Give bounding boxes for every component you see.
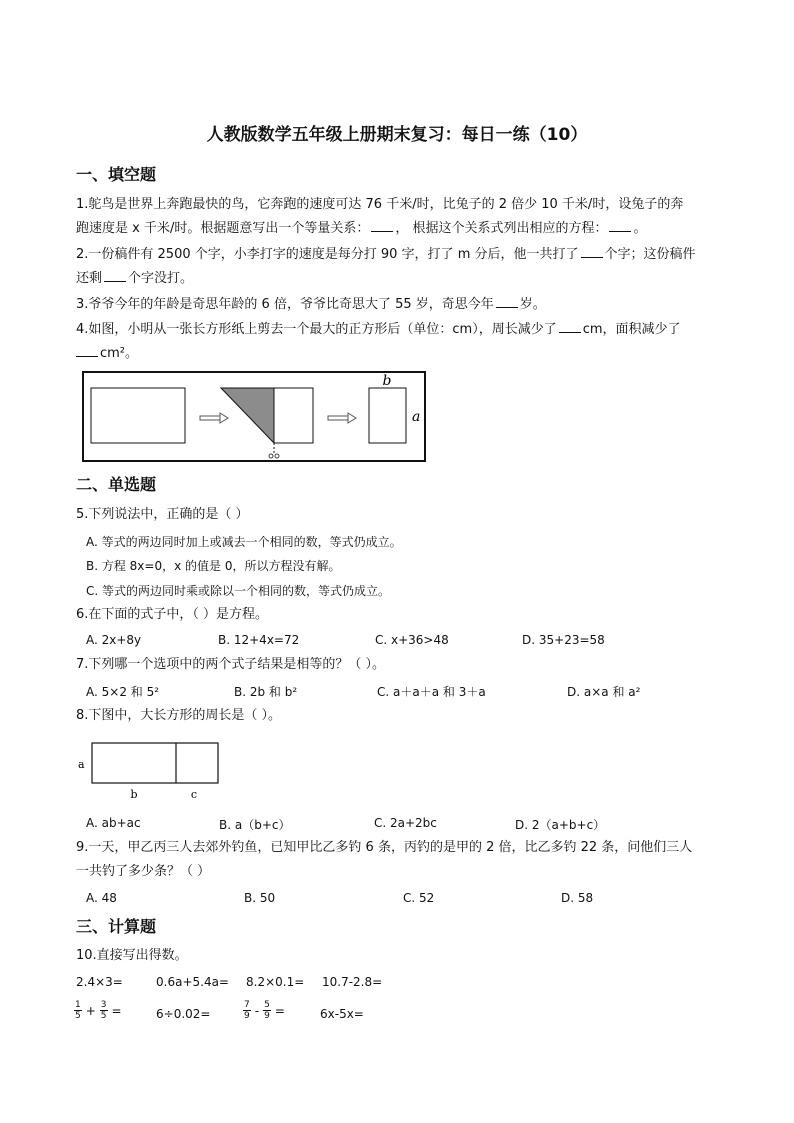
fraction: $\frac{7}{9}$: [244, 1000, 250, 1021]
q8-option-a[interactable]: A. ab+ac: [86, 816, 141, 830]
q8-option-b[interactable]: B. a（b+c）: [219, 818, 291, 832]
section-heading-calculation: 三、计算题: [76, 917, 157, 936]
calc-item: 6x-5x=: [320, 1007, 364, 1021]
q2-line1: 2.一份稿件有 2500 个字，小李打字的速度是每分打 90 字，打了 m 分后，他一共打了 个字；这份稿件: [76, 243, 696, 267]
q5-option-b[interactable]: B. 方程 8x=0，x 的值是 0，所以方程没有解。: [86, 559, 341, 573]
label-b: b: [130, 788, 138, 801]
q9-option-c[interactable]: C. 52: [403, 891, 435, 905]
calc-item: 2.4×3=: [76, 975, 123, 989]
q6-option-b[interactable]: B. 12+4x=72: [218, 633, 300, 647]
q8-figure: [72, 738, 232, 804]
q9-line1: 9.一天，甲乙丙三人去郊外钓鱼，已知甲比乙多钓 6 条，丙钓的是甲的 2 倍，比乙多钓 22 条，问他们三人: [76, 840, 693, 855]
q5-stem: 5.下列说法中，正确的是（ ）: [76, 507, 249, 522]
label-a: a: [412, 409, 421, 425]
calc-item: 0.6a+5.4a=: [156, 975, 229, 989]
q6-option-a[interactable]: A. 2x+8y: [86, 633, 142, 647]
calc-item-fraction-difference: $\frac{7}{9}$ - $\frac{5}{9}$ =: [244, 1000, 285, 1021]
original-rectangle: [91, 388, 185, 443]
q9-option-d[interactable]: D. 58: [561, 891, 594, 905]
q7-option-b[interactable]: B. 2b 和 b²: [234, 685, 298, 699]
q9-option-b[interactable]: B. 50: [244, 891, 276, 905]
q10-stem: 10.直接写出得数。: [76, 948, 188, 963]
q7-option-d[interactable]: D. a×a 和 a²: [567, 685, 641, 699]
q3-line: 3.爷爷今年的年龄是奇思年龄的 6 倍，爷爷比奇思大了 55 岁，奇思今年 岁。: [76, 293, 546, 317]
q4-line2: cm²。: [76, 342, 138, 366]
answer-blank[interactable]: [581, 244, 603, 258]
q7-stem: 7.下列哪一个选项中的两个式子结果是相等的？（ ）。: [76, 657, 386, 672]
section-heading-fill-blank: 一、填空题: [76, 165, 157, 184]
q8-stem: 8.下图中，大长方形的周长是（ ）。: [76, 708, 282, 723]
calc-item: 8.2×0.1=: [246, 975, 305, 989]
result-rectangle: [369, 388, 406, 443]
answer-blank[interactable]: [496, 294, 518, 308]
q6-option-d[interactable]: D. 35+23=58: [522, 633, 605, 647]
q1-line2: 跑速度是 x 千米/时。根据题意写出一个等量关系： ， 根据这个关系式列出相应的方程： 。: [76, 217, 647, 241]
q4-figure: [82, 371, 428, 463]
answer-blank[interactable]: [76, 343, 98, 357]
q9-option-a[interactable]: A. 48: [86, 891, 117, 905]
q5-option-a[interactable]: A. 等式的两边同时加上或减去一个相同的数，等式仍成立。: [86, 535, 402, 549]
calc-item: 10.7-2.8=: [322, 975, 383, 989]
calc-item: 6÷0.02=: [156, 1007, 211, 1021]
q7-option-a[interactable]: A. 5×2 和 5²: [86, 685, 160, 699]
large-rectangle: [92, 743, 218, 783]
q8-option-d[interactable]: D. 2（a+b+c）: [515, 818, 606, 832]
q6-stem: 6.在下面的式子中，（ ）是方程。: [76, 607, 269, 622]
answer-blank[interactable]: [371, 218, 393, 232]
section-heading-single-choice: 二、单选题: [76, 475, 157, 494]
fraction: $\frac{1}{5}$: [75, 1000, 81, 1021]
answer-blank[interactable]: [104, 268, 126, 282]
q8-option-c[interactable]: C. 2a+2bc: [374, 816, 437, 830]
q6-option-c[interactable]: C. x+36>48: [375, 633, 449, 647]
remaining-rectangle: [274, 388, 313, 443]
answer-blank[interactable]: [559, 319, 581, 333]
q1-line1: 1.鸵鸟是世界上奔跑最快的鸟，它奔跑的速度可达 76 千米/时，比兔子的 2 倍少 10 千米/时，设兔子的奔: [76, 197, 684, 212]
page-title: 人教版数学五年级上册期末复习：每日一练（10）: [206, 125, 588, 145]
calc-item-fraction-sum: $\frac{1}{5}$ + $\frac{3}{5}$ =: [75, 1000, 122, 1021]
q4-line1: 4.如图，小明从一张长方形纸上剪去一个最大的正方形后（单位：cm），周长减少了 cm，面积减少了: [76, 318, 681, 342]
q2-line2: 还剩 个字没打。: [76, 267, 193, 291]
fraction: $\frac{3}{5}$: [100, 1000, 107, 1021]
label-a: a: [78, 758, 85, 771]
q7-option-c[interactable]: C. a＋a＋a 和 3＋a: [377, 685, 486, 699]
answer-blank[interactable]: [609, 218, 631, 232]
q5-option-c[interactable]: C. 等式的两边同时乘或除以一个相同的数，等式仍成立。: [86, 584, 391, 598]
fraction: $\frac{5}{9}$: [264, 1000, 270, 1021]
label-b: b: [382, 373, 392, 389]
label-c: c: [190, 788, 198, 801]
q9-line2: 一共钓了多少条？（ ）: [76, 864, 211, 879]
